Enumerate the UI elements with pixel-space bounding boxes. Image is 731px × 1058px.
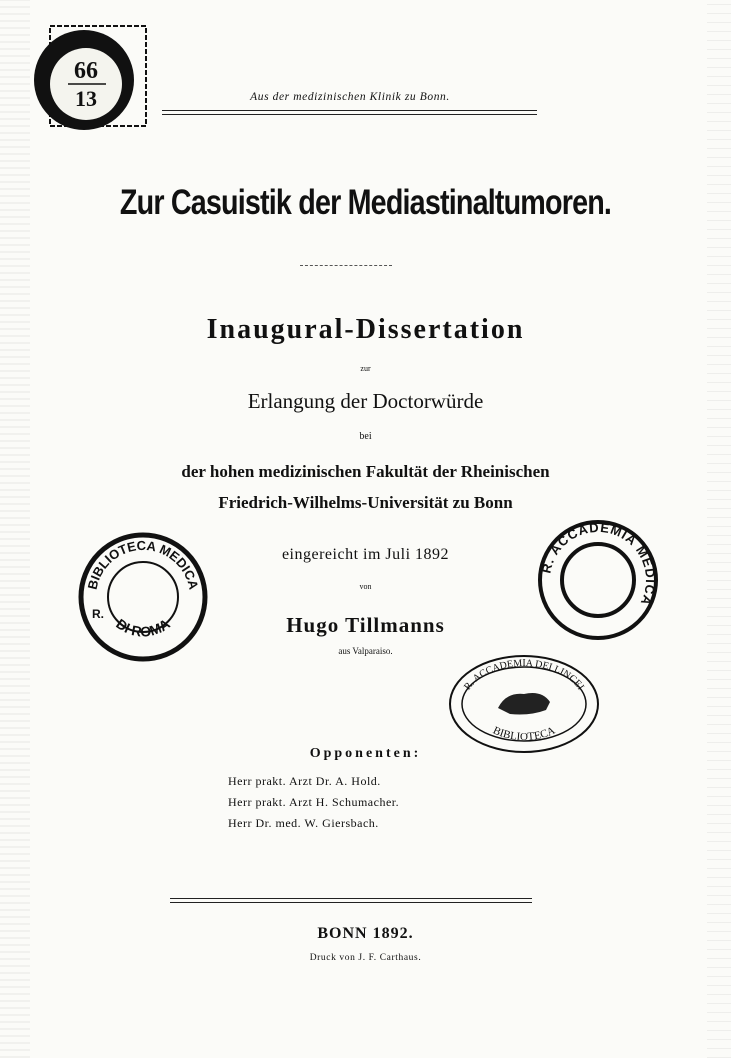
svg-text:DI ROMA — [113, 615, 172, 639]
opponent-1: Herr prakt. Arzt Dr. A. Hold. — [228, 774, 381, 788]
lincei-stamp-top-text: R. ACCADEMIA DEI LINCEI — [462, 657, 586, 693]
rome-stamp-left-text: R. — [92, 607, 104, 621]
scan-edge-left — [0, 0, 30, 1058]
shelfmark-number-top: 66 — [74, 58, 98, 84]
bei-word: bei — [359, 431, 372, 442]
author-origin: aus Valparaiso. — [338, 646, 393, 656]
opponent-2: Herr prakt. Arzt H. Schumacher. — [228, 795, 400, 809]
svg-text:R. ACCADEMIA MEDICA — [538, 520, 658, 609]
shelfmark-number-bottom: 13 — [75, 86, 97, 111]
lynx-emblem — [498, 693, 550, 715]
svg-text:BIBLIOTECA MEDICA — [85, 538, 202, 592]
shelfmark-stamp — [28, 24, 150, 134]
title-divider — [300, 265, 392, 266]
biblioteca-medica-stamp — [76, 530, 210, 664]
opponent-3: Herr Dr. med. W. Giersbach. — [228, 816, 379, 830]
imprint-rule-bottom — [170, 902, 532, 903]
faculty-line-1: der hohen medizinischen Fakultät der Rheinischen — [181, 462, 550, 481]
imprint-rule-top — [170, 898, 532, 899]
header-rule-top — [162, 110, 537, 111]
lincei-stamp — [446, 652, 602, 756]
imprint-printer: Druck von J. F. Carthaus. — [309, 953, 422, 963]
author-name: Hugo Tillmanns — [286, 613, 445, 637]
opponents-heading: Opponenten: — [309, 746, 422, 761]
submitted-line: eingereicht im Juli 1892 — [281, 546, 450, 563]
von-word: von — [359, 582, 372, 591]
scan-edge-right — [707, 0, 731, 1058]
dissertation-heading: Inaugural-Dissertation — [206, 314, 525, 345]
purpose-line: Erlangung der Doctorwürde — [247, 389, 484, 413]
accademia-medica-stamp — [536, 518, 660, 642]
svg-text:R. ACCADEMIA DEI LINCEI — [462, 658, 586, 692]
rome-stamp-top-text: BIBLIOTECA MEDICA — [84, 537, 202, 592]
imprint-place-year: BONN 1892. — [317, 925, 414, 942]
page-title: Zur Casuistik der Mediastinaltumoren. — [119, 183, 612, 222]
header-rule-bottom — [162, 114, 537, 115]
svg-text:BIBLIOTECA — [491, 724, 557, 743]
lincei-stamp-bottom-text: BIBLIOTECA — [490, 724, 558, 744]
faculty-line-2: Friedrich-Wilhelms-Universität zu Bonn — [218, 493, 513, 512]
rome-stamp-bottom-text: DI ROMA — [113, 615, 173, 640]
zur-word: zur — [360, 364, 371, 373]
accademia-stamp-text: R. ACCADEMIA MEDICA — [538, 519, 659, 609]
clinic-line: Aus der medizinischen Klinik zu Bonn. — [250, 91, 450, 103]
